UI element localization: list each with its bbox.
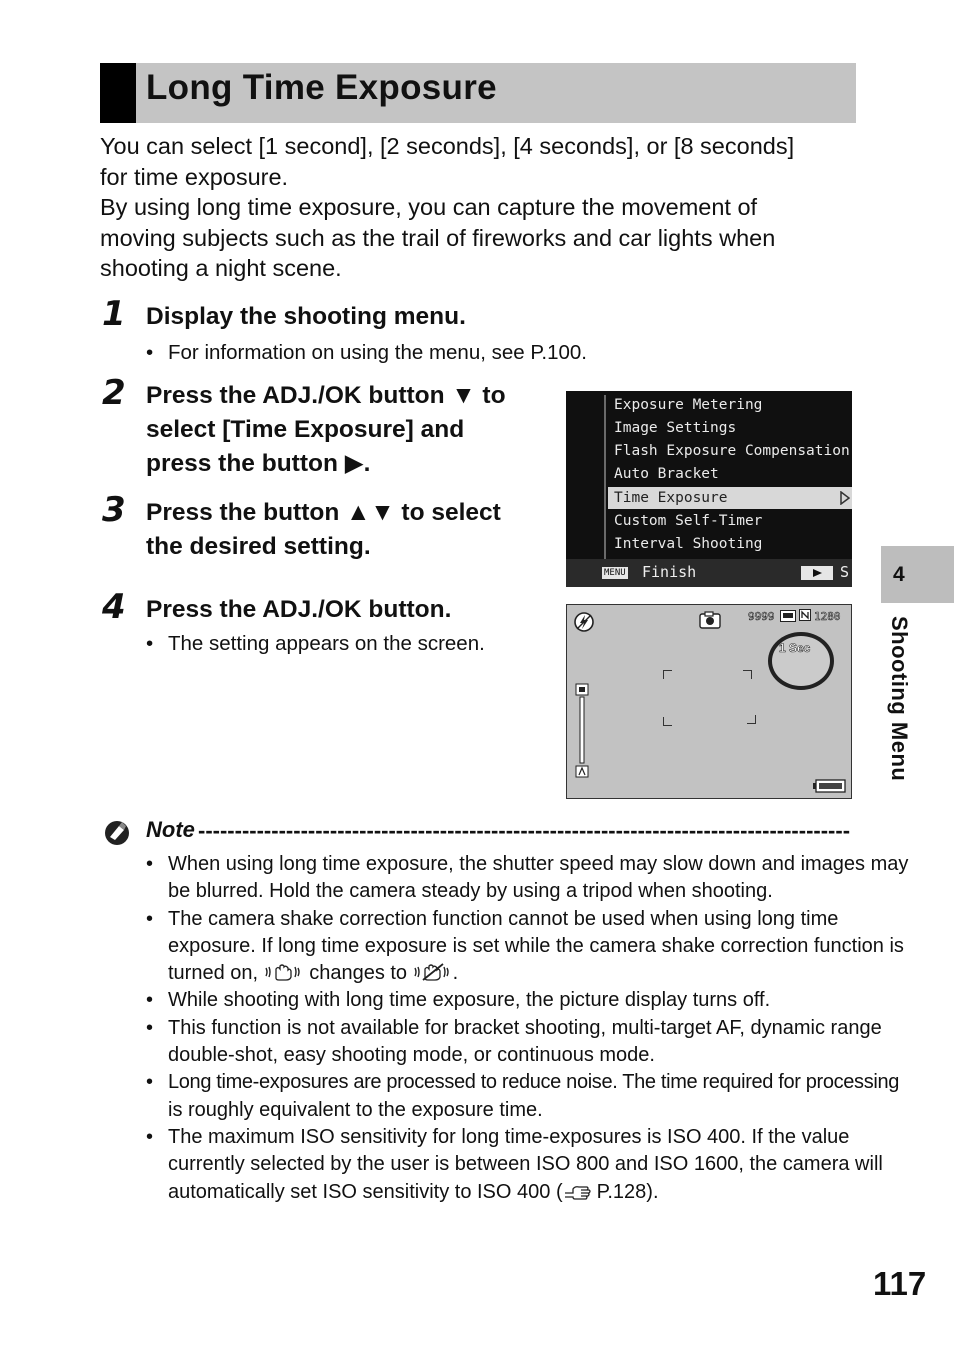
- menu-item-selected: [608, 487, 852, 509]
- bullet-dot: •: [146, 632, 154, 655]
- step-heading-line: Press the ADJ./OK button ▼ to: [146, 382, 506, 409]
- note-text: turned on,: [168, 962, 259, 985]
- page-reference-icon: [563, 1181, 597, 1201]
- note-divider: -----------------------------------------------------------------------------------------: [198, 818, 851, 843]
- note-line: The maximum ISO sensitivity for long time-exposures is ISO 400. If the value: [168, 1125, 850, 1148]
- zoom-bar-icon: [575, 683, 593, 779]
- bullet-dot: •: [146, 853, 154, 875]
- af-frame-corner: [747, 715, 756, 724]
- image-size: 1280: [814, 610, 841, 623]
- menu-item: Interval Shooting: [614, 536, 763, 552]
- note-line: This function is not available for bracket shooting, multi-target AF, dynamic range: [168, 1016, 882, 1039]
- flash-off-icon: [573, 611, 595, 633]
- step-number: 3: [102, 490, 126, 530]
- battery-icon: [813, 779, 847, 793]
- note-line: double-shot, easy shooting mode, or continuous mode.: [168, 1044, 655, 1067]
- menu-footer: [566, 559, 852, 587]
- shake-correction-off-icon: [413, 962, 453, 982]
- intro-line: You can select [1 second], [2 seconds], [4 seconds], or [8 seconds]: [100, 133, 795, 159]
- menu-item: Flash Exposure Compensation: [614, 443, 850, 459]
- remaining-shots: 9999: [748, 610, 775, 623]
- intro-line: moving subjects such as the trail of fireworks and car lights when: [100, 224, 776, 251]
- step-heading: [146, 496, 501, 564]
- af-frame-corner: [663, 670, 672, 679]
- note-item: [146, 1069, 899, 1124]
- note-list: [146, 851, 909, 1206]
- quality-icon: [799, 609, 811, 621]
- step-number: 1: [102, 294, 126, 334]
- step-heading: Display the shooting menu.: [146, 303, 466, 330]
- menu-button-icon: MENU: [604, 568, 626, 578]
- menu-item-label: Time Exposure: [614, 490, 728, 506]
- step-heading-line: Press the button ▲▼ to select: [146, 499, 501, 526]
- note-text: .: [452, 962, 459, 985]
- note-item: [146, 1124, 883, 1206]
- chevron-right-icon: [840, 491, 850, 505]
- note-item: [146, 987, 858, 1014]
- menu-item: Image Settings: [614, 420, 737, 436]
- af-frame-corner: [663, 717, 672, 726]
- play-button-icon: [801, 566, 833, 580]
- bullet-dot: •: [146, 341, 154, 364]
- title-marker: [100, 63, 136, 123]
- note-line: is roughly equivalent to the exposure time.: [168, 1098, 543, 1121]
- chapter-number: 4: [893, 563, 905, 586]
- menu-divider: [604, 395, 606, 559]
- finish-label: Finish: [642, 563, 697, 581]
- chapter-tab: [881, 546, 954, 603]
- step-heading-line: press the button ▶.: [146, 450, 371, 477]
- intro-line: shooting a night scene.: [100, 255, 342, 282]
- note-item: [146, 906, 904, 988]
- menu-item: Custom Self-Timer: [614, 513, 763, 529]
- intro-line: By using long time exposure, you can capture the movement of: [100, 194, 758, 221]
- camera-live-view: [566, 604, 852, 799]
- step-number: 2: [102, 373, 126, 413]
- bullet-dot: •: [146, 1016, 154, 1039]
- note-text: P.128).: [596, 1180, 659, 1203]
- note-icon: [103, 818, 131, 846]
- step-heading-line: the desired setting.: [146, 533, 371, 560]
- step-number: 4: [102, 587, 126, 627]
- af-frame-corner: [743, 670, 752, 679]
- time-exposure-indicator: 1 Sec: [779, 641, 811, 655]
- chapter-label: Shooting Menu: [887, 616, 912, 782]
- note-item: [146, 851, 909, 906]
- page-title: Long Time Exposure: [146, 68, 497, 107]
- bullet-dot: •: [146, 907, 154, 930]
- bullet-dot: •: [146, 1071, 154, 1094]
- note-line: The camera shake correction function cannot be used when using long time: [168, 907, 839, 930]
- bullet-text: For information on using the menu, see P.100.: [168, 341, 587, 364]
- note-text: changes to: [309, 962, 408, 985]
- camera-mode-icon: [699, 611, 721, 629]
- bullet-dot: •: [146, 1125, 154, 1148]
- bullet-dot: •: [146, 989, 154, 1012]
- step-heading: [146, 379, 506, 481]
- note-line: When using long time exposure, the shutter speed may slow down and images may: [168, 853, 909, 875]
- sd-card-icon: [780, 610, 796, 622]
- note-line: While shooting with long time exposure, the picture display turns off.: [168, 989, 771, 1012]
- note-heading: Note: [146, 817, 195, 842]
- step-heading-line: select [Time Exposure] and: [146, 416, 465, 443]
- note-line: Long time-exposures are processed to reduce noise. The time required for processing: [168, 1071, 899, 1094]
- intro-paragraph: [100, 131, 860, 284]
- bullet-text: The setting appears on the screen.: [168, 632, 485, 655]
- note-line: [168, 960, 858, 987]
- camera-menu-screen: [566, 391, 852, 587]
- step-heading: Press the ADJ./OK button.: [146, 596, 452, 623]
- note-line: currently selected by the user is between ISO 800 and ISO 1600, the camera will: [168, 1153, 883, 1176]
- note-text: automatically set ISO sensitivity to ISO 400 (: [168, 1180, 563, 1203]
- menu-item: Auto Bracket: [614, 466, 719, 482]
- note-item: [146, 1015, 882, 1070]
- note-line: [168, 1179, 858, 1206]
- page-number: 117: [873, 1265, 927, 1302]
- intro-line: for time exposure.: [100, 163, 289, 190]
- shake-correction-on-icon: [264, 962, 304, 982]
- menu-item: Exposure Metering: [614, 397, 763, 413]
- footer-cut-text: S: [840, 563, 850, 581]
- note-line: be blurred. Hold the camera steady by using a tripod when shooting.: [168, 880, 773, 903]
- note-line: exposure. If long time exposure is set while the camera shake correction function is: [168, 934, 904, 957]
